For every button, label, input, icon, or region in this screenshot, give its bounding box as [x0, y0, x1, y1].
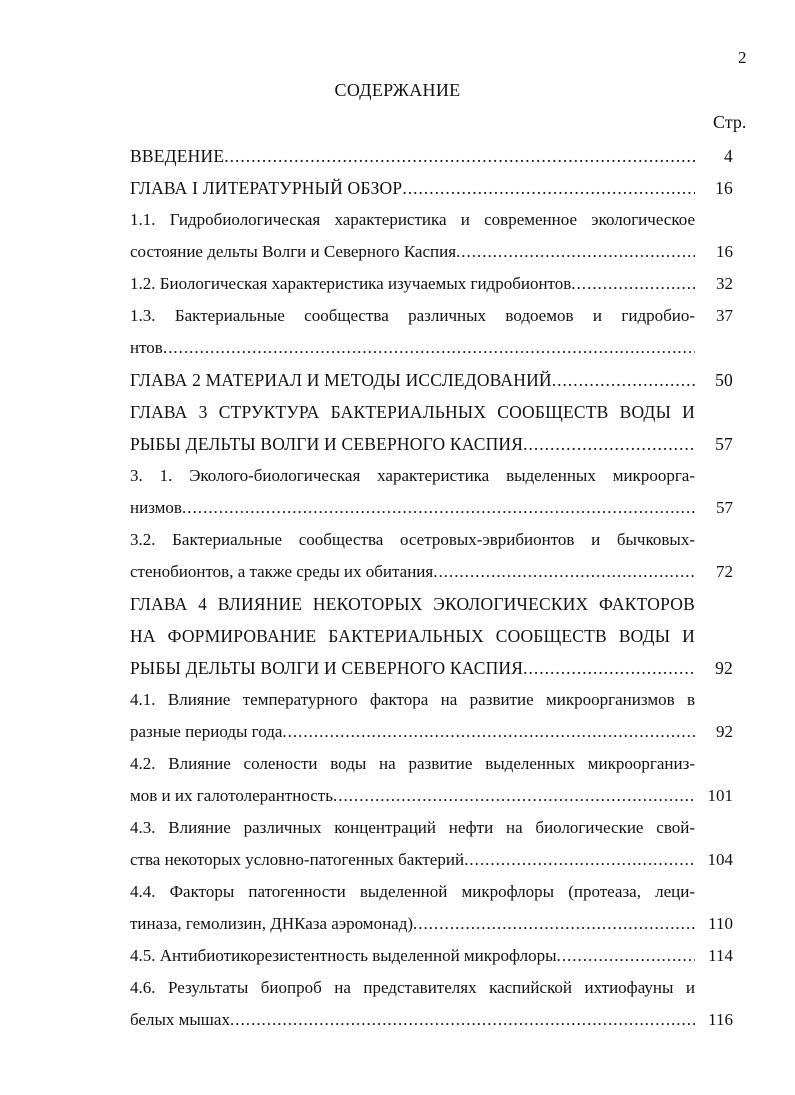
toc-entry-leader-line [130, 172, 695, 204]
dot-leader [230, 1004, 695, 1036]
toc-section-entry [130, 972, 733, 1036]
dot-leader [282, 716, 695, 748]
toc-entry-leader-line [130, 332, 695, 364]
toc-section-entry [130, 812, 733, 876]
toc-entry-title: ГЛАВА I ЛИТЕРАТУРНЫЙ ОБЗОР [130, 178, 403, 198]
toc-entry-line: НА ФОРМИРОВАНИЕ БАКТЕРИАЛЬНЫХ СООБЩЕСТВ ВОДЫ И [130, 626, 695, 646]
toc-entry-title: разные периоды года [130, 722, 283, 741]
dot-leader [333, 780, 695, 812]
toc-entry-title: стенобионтов, а также среды их обитания [130, 562, 434, 581]
toc-section-entry [130, 460, 733, 524]
toc-entry-leader-line [130, 716, 695, 748]
dot-leader [557, 940, 695, 972]
toc-entry-title: РЫБЫ ДЕЛЬТЫ ВОЛГИ И СЕВЕРНОГО КАСПИЯ [130, 658, 524, 678]
toc-entry-title: РЫБЫ ДЕЛЬТЫ ВОЛГИ И СЕВЕРНОГО КАСПИЯ [130, 434, 524, 454]
toc-page-number: 16 [715, 178, 733, 198]
dot-leader [433, 556, 695, 588]
toc-entry-title: ства некоторых условно-патогенных бактерий [130, 850, 465, 869]
toc-entry-title: 4.5. Антибиотикорезистентность выделенной микрофлоры [130, 946, 557, 965]
toc-entry-leader-line [130, 780, 695, 812]
dot-leader [552, 364, 695, 396]
toc-section-entry [130, 204, 733, 268]
toc-entry-leader-line [130, 428, 695, 460]
toc-section-entry [130, 268, 733, 300]
toc-page-number: 50 [715, 370, 733, 390]
toc-chapter-entry [130, 172, 733, 204]
toc-entry-line: 4.2. Влияние солености воды на развитие выделенных микроорганиз- [130, 754, 695, 773]
toc-page-number: 101 [707, 786, 733, 805]
toc-entry-leader-line [130, 652, 695, 684]
toc-entry-title: низмов [130, 498, 182, 517]
toc-entry-line: 1.3. Бактериальные сообщества различных водоемов и гидробио- [130, 306, 695, 325]
toc-entry-line: ГЛАВА 3 СТРУКТУРА БАКТЕРИАЛЬНЫХ СООБЩЕСТВ ВОДЫ И [130, 402, 695, 422]
toc-page-number: 57 [715, 434, 733, 454]
page-title: СОДЕРЖАНИЕ [334, 80, 461, 100]
toc-entry-line: 4.1. Влияние температурного фактора на развитие микроорганизмов в [130, 690, 695, 709]
toc-chapter-entry [130, 364, 733, 396]
toc-entry-title: тиназа, гемолизин, ДНКаза аэромонад) [130, 914, 414, 933]
dot-leader [464, 844, 695, 876]
toc-section-entry [130, 684, 733, 748]
toc-page-number: 92 [715, 658, 733, 678]
toc-entry-title: белых мышах [130, 1010, 230, 1029]
toc-chapter-entry [130, 588, 733, 684]
toc-entry-leader-line [130, 236, 695, 268]
toc-entry-title: 1.2. Биологическая характеристика изучаемых гидробионтов [130, 274, 572, 293]
toc-entry-leader-line [130, 844, 695, 876]
toc-chapter-entry [130, 140, 733, 172]
toc-entry-line: 3. 1. Эколого-биологическая характеристика выделенных микроорга- [130, 466, 695, 485]
toc-page-number: 72 [716, 562, 733, 581]
toc-entry-line: 1.1. Гидробиологическая характеристика и современное экологическое [130, 210, 695, 229]
toc-entry-leader-line [130, 140, 695, 172]
toc-entry-line: 4.3. Влияние различных концентраций нефти на биологические свой- [130, 818, 695, 837]
toc-entry-title: ГЛАВА 2 МАТЕРИАЛ И МЕТОДЫ ИССЛЕДОВАНИЙ [130, 370, 552, 390]
toc-section-entry [130, 300, 733, 364]
toc-entry-leader-line [130, 1004, 695, 1036]
table-of-contents [130, 140, 733, 1036]
dot-leader [224, 140, 695, 172]
toc-entry-leader-line [130, 268, 695, 300]
dot-leader [163, 332, 695, 364]
toc-section-entry [130, 524, 733, 588]
dot-leader [571, 268, 695, 300]
toc-page-number: 110 [708, 914, 733, 933]
toc-page-number: 116 [708, 1010, 733, 1029]
dot-leader [402, 172, 695, 204]
toc-page-number: 114 [708, 946, 733, 965]
toc-entry-title: нтов [130, 338, 163, 357]
toc-page-number: 4 [724, 146, 733, 166]
dot-leader [456, 236, 695, 268]
toc-entry-title: состояние дельты Волги и Северного Каспия [130, 242, 457, 261]
toc-entry-line: 4.4. Факторы патогенности выделенной микрофлоры (протеаза, леци- [130, 882, 695, 901]
dot-leader [182, 492, 695, 524]
toc-page-number: 37 [716, 306, 733, 325]
toc-entry-title: ВВЕДЕНИЕ [130, 146, 225, 166]
toc-entry-leader-line [130, 908, 695, 940]
toc-chapter-entry [130, 396, 733, 460]
toc-page-number: 104 [707, 850, 733, 869]
toc-section-entry [130, 876, 733, 940]
toc-page-number: 57 [716, 498, 733, 517]
toc-entry-line: 4.6. Результаты биопроб на представителях каспийской ихтиофауны и [130, 978, 695, 997]
page-column-label: Стр. [713, 112, 747, 132]
toc-entry-leader-line [130, 556, 695, 588]
toc-entry-leader-line [130, 492, 695, 524]
dot-leader [523, 652, 695, 684]
toc-entry-leader-line [130, 940, 695, 972]
toc-page-number: 92 [716, 722, 733, 741]
toc-page-number: 32 [716, 274, 733, 293]
toc-entry-leader-line [130, 364, 695, 396]
toc-page-number: 16 [716, 242, 733, 261]
toc-section-entry [130, 940, 733, 972]
page-number: 2 [738, 48, 747, 67]
toc-entry-line: ГЛАВА 4 ВЛИЯНИЕ НЕКОТОРЫХ ЭКОЛОГИЧЕСКИХ ФАКТОРОВ [130, 594, 695, 614]
dot-leader [413, 908, 695, 940]
dot-leader [523, 428, 695, 460]
toc-entry-line: 3.2. Бактериальные сообщества осетровых-эврибионтов и бычковых- [130, 530, 695, 549]
toc-entry-title: мов и их галотолерантность [130, 786, 333, 805]
toc-section-entry [130, 748, 733, 812]
